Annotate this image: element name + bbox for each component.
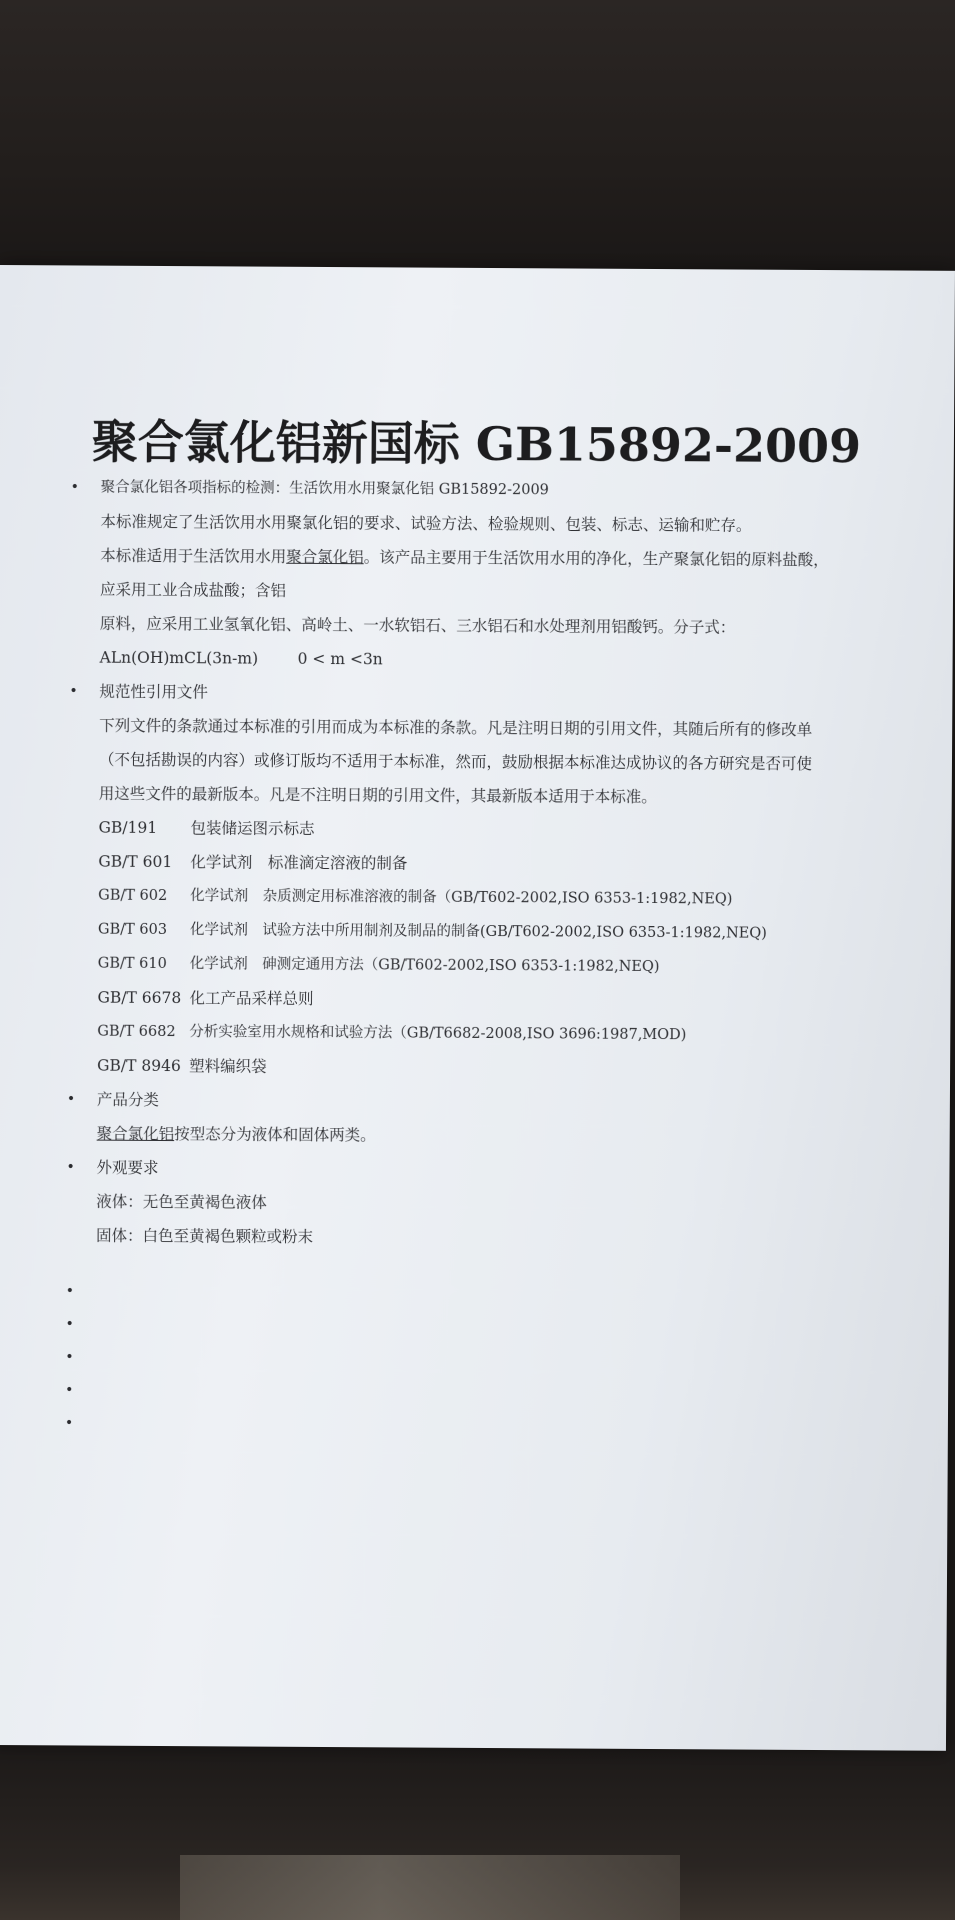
reference-code: GB/T 601 bbox=[98, 852, 173, 872]
pac-link-text: 聚合氯化铝 bbox=[286, 547, 364, 567]
text-span: 。该产品主要用于生活饮用水用的净化，生产聚氯化铝的原料盐酸， bbox=[363, 548, 829, 570]
reference-row bbox=[97, 988, 313, 1009]
reference-title: 化学试剂 杂质测定用标准溶液的制备（GB/T602-2002,ISO 6353-1:1982,NEQ) bbox=[190, 888, 733, 908]
floor-reflection bbox=[180, 1855, 680, 1920]
reference-title: 化学试剂 砷测定通用方法（GB/T602-2002,ISO 6353-1:1982,NEQ) bbox=[189, 956, 660, 976]
bullet-section-1: • bbox=[70, 479, 79, 496]
bullet-section-2: • bbox=[69, 683, 78, 700]
bullet-section-3: • bbox=[66, 1091, 76, 1108]
pac-link-text: 聚合氯化铝 bbox=[96, 1124, 175, 1144]
empty-bullet: • bbox=[65, 1349, 74, 1366]
section-3-line-1 bbox=[97, 1124, 376, 1146]
empty-bullet: • bbox=[65, 1283, 75, 1300]
reference-row bbox=[98, 886, 732, 910]
reference-title: 化学试剂 试验方法中所用制剂及制品的制备(GB/T602-2002,ISO 6353-1:1982,NEQ) bbox=[189, 922, 767, 942]
empty-bullet: • bbox=[65, 1316, 74, 1333]
document-title: 聚合氯化铝新国标 GB15892-2009 bbox=[91, 414, 862, 474]
reference-row bbox=[97, 1056, 267, 1077]
section-1-formula-line bbox=[100, 648, 383, 670]
section-4-heading: 外观要求 bbox=[96, 1158, 159, 1177]
reference-title: 塑料编织袋 bbox=[189, 1057, 267, 1076]
reference-code: GB/T 6678 bbox=[97, 988, 182, 1008]
text-span: 本标准适用于生活饮用水用 bbox=[100, 546, 287, 566]
section-1-line-3: 应采用工业合成盐酸；含铝 bbox=[99, 580, 287, 600]
reference-row bbox=[98, 852, 407, 874]
reference-code: GB/191 bbox=[98, 818, 158, 837]
reference-row bbox=[98, 920, 767, 944]
section-4-line-2: 固体：白色至黄褐色颗粒或粉末 bbox=[96, 1226, 314, 1246]
reference-title: 分析实验室用水规格和试验方法（GB/T6682-2008,ISO 3696:1987,MOD) bbox=[189, 1024, 687, 1044]
reference-row bbox=[97, 1022, 686, 1046]
reference-title: 化学试剂 标准滴定溶液的制备 bbox=[190, 853, 408, 873]
section-2-para-line-3: 用这些文件的最新版本。凡是不注明日期的引用文件，其最新版本适用于本标准。 bbox=[98, 784, 657, 807]
reference-code: GB/T 6682 bbox=[97, 1023, 176, 1041]
reference-row bbox=[98, 954, 660, 977]
section-3-heading: 产品分类 bbox=[96, 1090, 159, 1109]
section-1-line-2 bbox=[100, 546, 829, 570]
section-2-para-line-1: 下列文件的条款通过本标准的引用而成为本标准的条款。凡是注明日期的引用文件，其随后所有的修改单 bbox=[99, 716, 813, 739]
reference-code: GB/T 602 bbox=[98, 887, 168, 905]
background-top bbox=[0, 0, 955, 280]
reference-title: 化工产品采样总则 bbox=[189, 989, 314, 1008]
reference-row bbox=[99, 818, 315, 839]
section-4-line-1: 液体：无色至黄褐色液体 bbox=[96, 1192, 267, 1212]
formula-range: 0 < m <3n bbox=[297, 649, 383, 669]
bullet-section-4: • bbox=[66, 1159, 75, 1176]
section-2-para-line-2: （不包括勘误的内容）或修订版均不适用于本标准，然而，鼓励根据本标准达成协议的各方研究是否可使 bbox=[98, 750, 813, 773]
reference-title: 包装储运图示标志 bbox=[190, 819, 315, 838]
molecular-formula: ALn(OH)mCL(3n-m) bbox=[99, 648, 259, 668]
reference-code: GB/T 603 bbox=[97, 921, 168, 939]
section-2-heading: 规范性引用文件 bbox=[99, 682, 208, 702]
reference-code: GB/T 610 bbox=[97, 955, 167, 973]
text-span: 按型态分为液体和固体两类。 bbox=[174, 1125, 376, 1145]
section-1-line-1: 本标准规定了生活饮用水用聚氯化铝的要求、试验方法、检验规则、包装、标志、运输和贮存。 bbox=[100, 512, 752, 535]
section-1-heading: 聚合氯化铝各项指标的检测：生活饮用水用聚氯化铝 GB15892-2009 bbox=[100, 479, 549, 499]
empty-bullet: • bbox=[65, 1382, 74, 1399]
document-page bbox=[0, 265, 955, 1751]
empty-bullet: • bbox=[64, 1415, 74, 1432]
reference-code: GB/T 8946 bbox=[97, 1056, 181, 1076]
section-1-line-4: 原料，应采用工业氢氧化铝、高岭土、一水软铝石、三水铝石和水处理剂用铝酸钙。分子式： bbox=[99, 614, 736, 637]
